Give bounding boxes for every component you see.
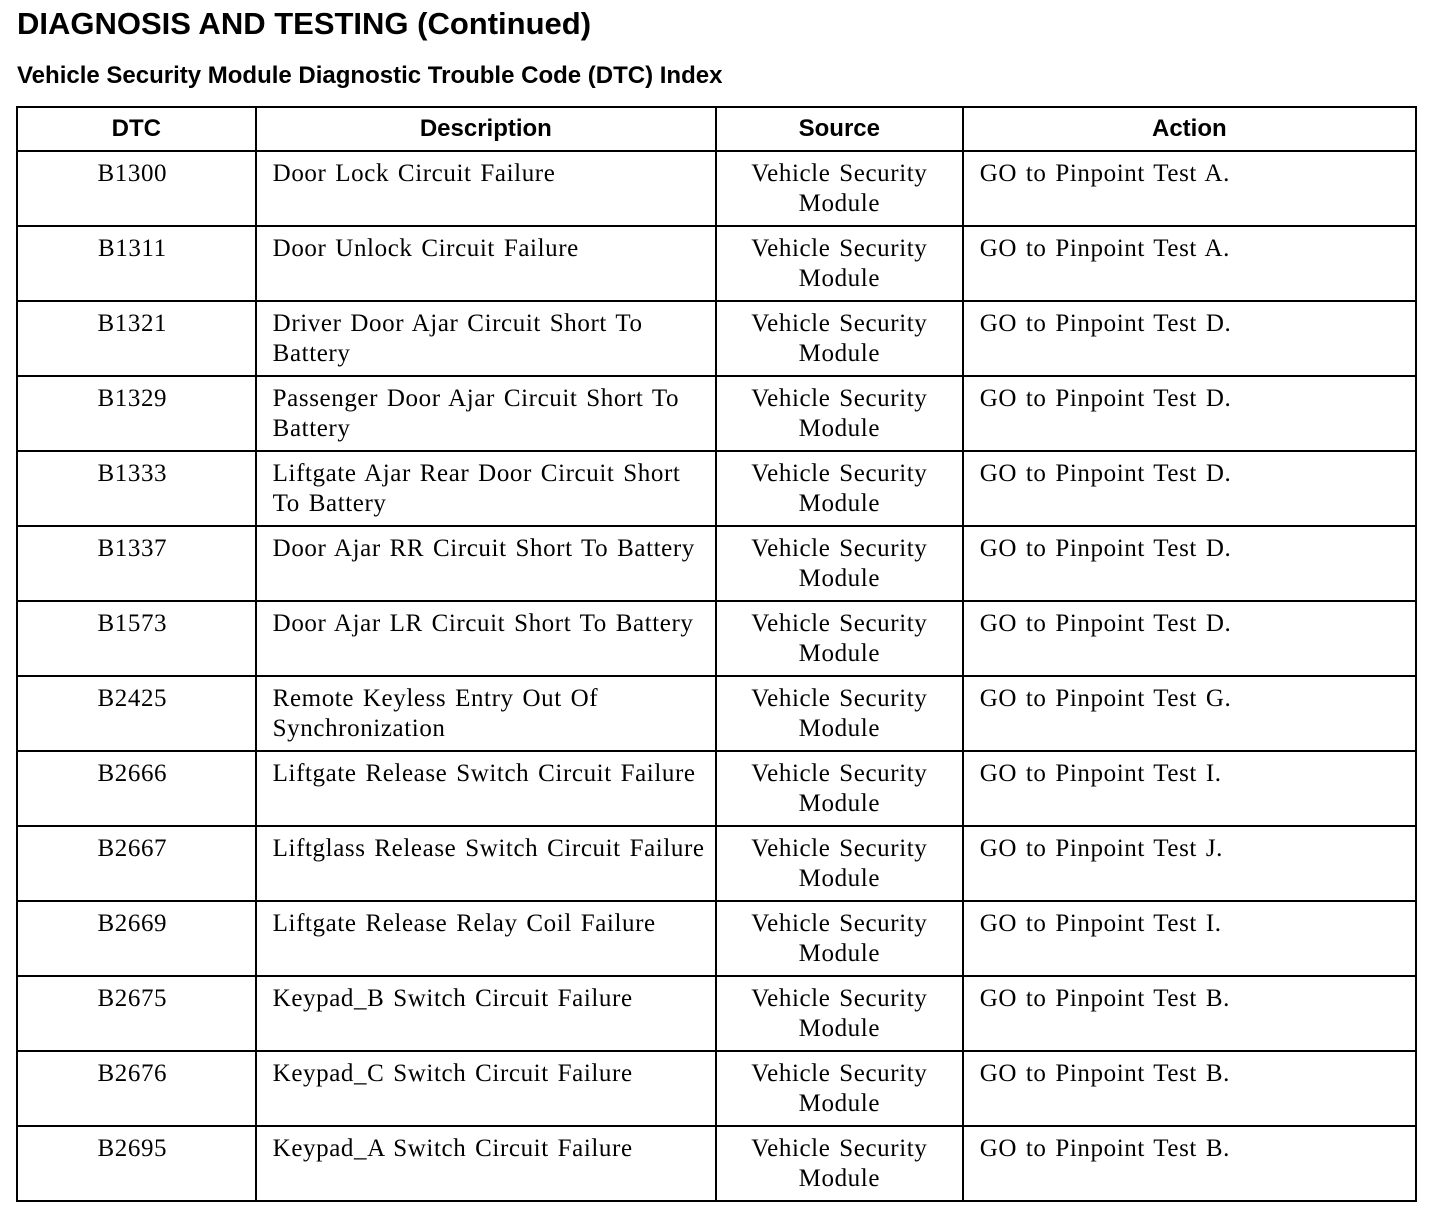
header-description: Description [256,107,716,151]
cell-action-text: GO to Pinpoint Test D. [979,385,1232,412]
cell-description-text: Driver Door Ajar Circuit Short To Battery [272,310,643,367]
cell-source [716,1051,963,1126]
cell-description-text: Door Ajar LR Circuit Short To Battery [272,610,694,637]
cell-source-text: Vehicle Security Module [751,385,928,442]
table-row [17,976,1416,1051]
cell-dtc [17,601,256,676]
cell-source-text: Vehicle Security Module [751,760,928,817]
cell-description-text: Liftgate Release Relay Coil Failure [272,910,656,937]
cell-description [256,1051,716,1126]
cell-dtc-text: B2669 [97,910,168,937]
cell-description [256,151,716,226]
cell-description-text: Liftglass Release Switch Circuit Failure [272,835,705,862]
cell-source-text: Vehicle Security Module [751,535,928,592]
header-action: Action [963,107,1416,151]
cell-dtc [17,676,256,751]
table-row [17,826,1416,901]
cell-source-text: Vehicle Security Module [751,1135,928,1192]
cell-description-text: Remote Keyless Entry Out Of Synchronization [272,685,599,742]
cell-action-text: GO to Pinpoint Test B. [979,985,1230,1012]
cell-source [716,826,963,901]
cell-action-text: GO to Pinpoint Test D. [979,535,1232,562]
cell-source-text: Vehicle Security Module [751,310,928,367]
cell-action [963,151,1416,226]
cell-dtc [17,976,256,1051]
cell-dtc [17,451,256,526]
table-row [17,451,1416,526]
table-row [17,676,1416,751]
cell-dtc-text: B2676 [97,1060,168,1087]
cell-source [716,151,963,226]
cell-source-text: Vehicle Security Module [751,610,928,667]
cell-description [256,901,716,976]
cell-source [716,376,963,451]
cell-source [716,901,963,976]
table-row [17,1051,1416,1126]
cell-action [963,1126,1416,1201]
table-row [17,151,1416,226]
cell-action-text: GO to Pinpoint Test A. [979,160,1230,187]
cell-source [716,301,963,376]
table-body [17,151,1416,1201]
cell-dtc [17,526,256,601]
cell-action [963,301,1416,376]
cell-description [256,751,716,826]
page-heading: DIAGNOSIS AND TESTING (Continued) [17,6,592,41]
cell-action-text: GO to Pinpoint Test B. [979,1135,1230,1162]
cell-action [963,676,1416,751]
cell-description-text: Keypad_B Switch Circuit Failure [272,985,633,1012]
table-row [17,601,1416,676]
cell-description [256,451,716,526]
cell-source [716,676,963,751]
cell-action [963,1051,1416,1126]
cell-dtc-text: B1329 [97,385,168,412]
cell-source-text: Vehicle Security Module [751,1060,928,1117]
cell-action-text: GO to Pinpoint Test D. [979,460,1232,487]
cell-source-text: Vehicle Security Module [751,985,928,1042]
cell-description [256,376,716,451]
cell-source-text: Vehicle Security Module [751,835,928,892]
table-row [17,526,1416,601]
cell-source [716,1126,963,1201]
cell-action-text: GO to Pinpoint Test J. [979,835,1224,862]
table-row [17,226,1416,301]
cell-dtc [17,901,256,976]
cell-description-text: Keypad_A Switch Circuit Failure [272,1135,633,1162]
cell-dtc-text: B2666 [97,760,168,787]
cell-action [963,226,1416,301]
header-source: Source [716,107,963,151]
cell-dtc-text: B1311 [97,235,167,262]
table-row [17,1126,1416,1201]
cell-action [963,451,1416,526]
cell-dtc [17,826,256,901]
cell-dtc-text: B2667 [97,835,168,862]
cell-description [256,301,716,376]
cell-source [716,751,963,826]
cell-description-text: Door Lock Circuit Failure [272,160,556,187]
cell-action-text: GO to Pinpoint Test G. [979,685,1232,712]
cell-source-text: Vehicle Security Module [751,160,928,217]
cell-dtc-text: B1333 [97,460,168,487]
cell-dtc-text: B2425 [97,685,168,712]
cell-dtc [17,376,256,451]
cell-description [256,526,716,601]
cell-action-text: GO to Pinpoint Test B. [979,1060,1230,1087]
cell-description [256,976,716,1051]
cell-description [256,601,716,676]
cell-source [716,976,963,1051]
cell-source [716,451,963,526]
cell-description [256,1126,716,1201]
cell-dtc-text: B2695 [97,1135,168,1162]
cell-description-text: Keypad_C Switch Circuit Failure [272,1060,633,1087]
dtc-index-table [16,106,1417,1202]
cell-dtc-text: B1337 [97,535,168,562]
cell-dtc-text: B2675 [97,985,168,1012]
cell-action-text: GO to Pinpoint Test I. [979,760,1222,787]
table-row [17,376,1416,451]
cell-dtc-text: B1321 [97,310,168,337]
cell-action-text: GO to Pinpoint Test I. [979,910,1222,937]
cell-description-text: Door Ajar RR Circuit Short To Battery [272,535,695,562]
cell-dtc [17,1126,256,1201]
cell-description-text: Door Unlock Circuit Failure [272,235,579,262]
cell-source [716,526,963,601]
cell-source-text: Vehicle Security Module [751,685,928,742]
cell-description [256,676,716,751]
cell-dtc [17,751,256,826]
table-row [17,301,1416,376]
table-row [17,901,1416,976]
cell-action [963,976,1416,1051]
cell-description-text: Passenger Door Ajar Circuit Short To Battery [272,385,680,442]
header-dtc: DTC [17,107,256,151]
cell-description-text: Liftgate Release Switch Circuit Failure [272,760,696,787]
cell-dtc-text: B1300 [97,160,168,187]
cell-action-text: GO to Pinpoint Test A. [979,235,1230,262]
cell-source-text: Vehicle Security Module [751,910,928,967]
cell-action-text: GO to Pinpoint Test D. [979,310,1232,337]
cell-dtc [17,226,256,301]
cell-description [256,226,716,301]
cell-action [963,901,1416,976]
cell-action-text: GO to Pinpoint Test D. [979,610,1232,637]
cell-action [963,751,1416,826]
cell-action [963,376,1416,451]
cell-description [256,826,716,901]
cell-action [963,526,1416,601]
cell-source [716,601,963,676]
cell-action [963,601,1416,676]
cell-source-text: Vehicle Security Module [751,460,928,517]
cell-source [716,226,963,301]
cell-dtc [17,1051,256,1126]
cell-dtc-text: B1573 [97,610,168,637]
cell-description-text: Liftgate Ajar Rear Door Circuit Short To Battery [272,460,681,517]
table-title: Vehicle Security Module Diagnostic Trouble Code (DTC) Index [17,62,723,89]
cell-source-text: Vehicle Security Module [751,235,928,292]
cell-dtc [17,151,256,226]
table-row [17,751,1416,826]
cell-action [963,826,1416,901]
cell-dtc [17,301,256,376]
table-header-row [17,107,1416,151]
